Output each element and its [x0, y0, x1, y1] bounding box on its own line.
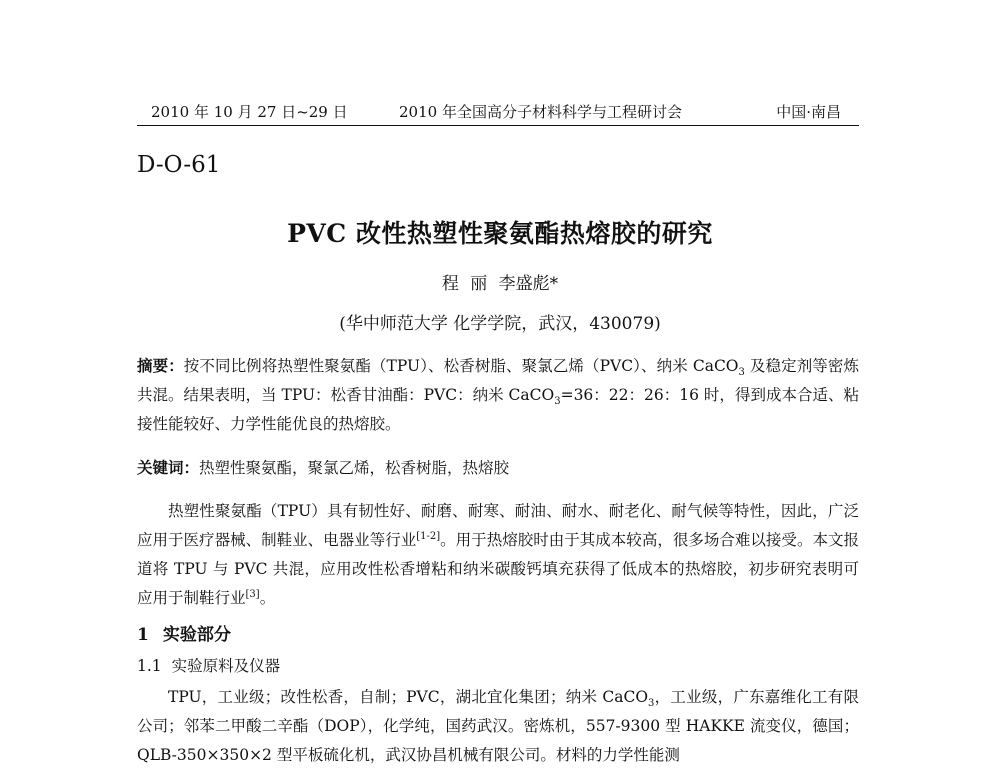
intro-paragraph: [137, 497, 859, 613]
materials-text-1: TPU，工业级；改性松香，自制；PVC，湖北宜化集团；纳米 CaCO: [168, 688, 649, 706]
header-location: 中国·南昌: [776, 103, 841, 121]
citation-ref-1: [1-2]: [416, 530, 441, 542]
abstract-subscript-2: 3: [554, 396, 561, 408]
keywords-text: 热塑性聚氨酯，聚氯乙烯，松香树脂，热熔胶: [199, 459, 510, 477]
abstract-text-1: 按不同比例将热塑性聚氨酯（TPU）、松香树脂、聚氯乙烯（PVC）、纳米 CaCO: [183, 357, 739, 375]
paper-affiliation: (华中师范大学 化学学院，武汉，430079): [339, 314, 661, 334]
paper-authors: 程 丽 李盛彪*: [441, 274, 559, 294]
subsection-number: 1.1: [137, 657, 162, 675]
abstract: [137, 351, 859, 439]
section-heading-1: [137, 620, 231, 645]
materials-text-2: ，工业级，广东嘉维化工有限公司；邻苯二甲酸二辛酯（DOP），化学纯，国药武汉。密炼机，557-9300 型 HAKKE 流变仪，德国；QLB-350×350×2 型平板硫化机，武汉协昌机械有限公司。材料的力学性能测: [137, 688, 859, 764]
paper-code: D-O-61: [137, 152, 221, 178]
abstract-text-2: 及稳定剂等密炼共混。结果表明，当 TPU：松香甘油酯：PVC：纳米 CaCO: [137, 357, 859, 404]
abstract-label: 摘要：: [137, 356, 184, 375]
materials-paragraph: [137, 683, 859, 770]
abstract-text-3: =36：22：26：16 时，得到成本合适、粘接性能较好、力学性能优良的热熔胶。: [137, 386, 859, 433]
section-number: 1: [137, 625, 149, 645]
section-title: 实验部分: [162, 625, 231, 645]
materials-subscript-1: 3: [648, 698, 655, 710]
citation-ref-2: [3]: [245, 588, 260, 600]
keywords: [137, 453, 859, 483]
running-header: [137, 99, 859, 126]
header-date: 2010 年 10 月 27 日~29 日: [151, 103, 348, 121]
subsection-heading-1-1: [137, 654, 280, 676]
paper-title: PVC 改性热塑性聚氨酯热熔胶的研究: [287, 219, 713, 248]
subsection-title: 实验原料及仪器: [171, 657, 281, 675]
intro-text-2: 。用于热熔胶时由于其成本较高，很多场合难以接受。本文报道将 TPU 与 PVC 共混，应用改性松香增粘和纳米碳酸钙填充获得了低成本的热熔胶，初步研究表明可应用于制鞋行业: [137, 531, 859, 607]
header-conference: 2010 年全国高分子材料科学与工程研讨会: [399, 103, 682, 121]
abstract-subscript-1: 3: [738, 367, 745, 379]
keywords-label: 关键词：: [137, 458, 200, 477]
intro-text-3: 。: [259, 589, 276, 607]
intro-text-1: 热塑性聚氨酯（TPU）具有韧性好、耐磨、耐寒、耐油、耐水、耐老化、耐气候等特性，因此，广泛应用于医疗器械、制鞋业、电器业等行业: [137, 502, 859, 549]
